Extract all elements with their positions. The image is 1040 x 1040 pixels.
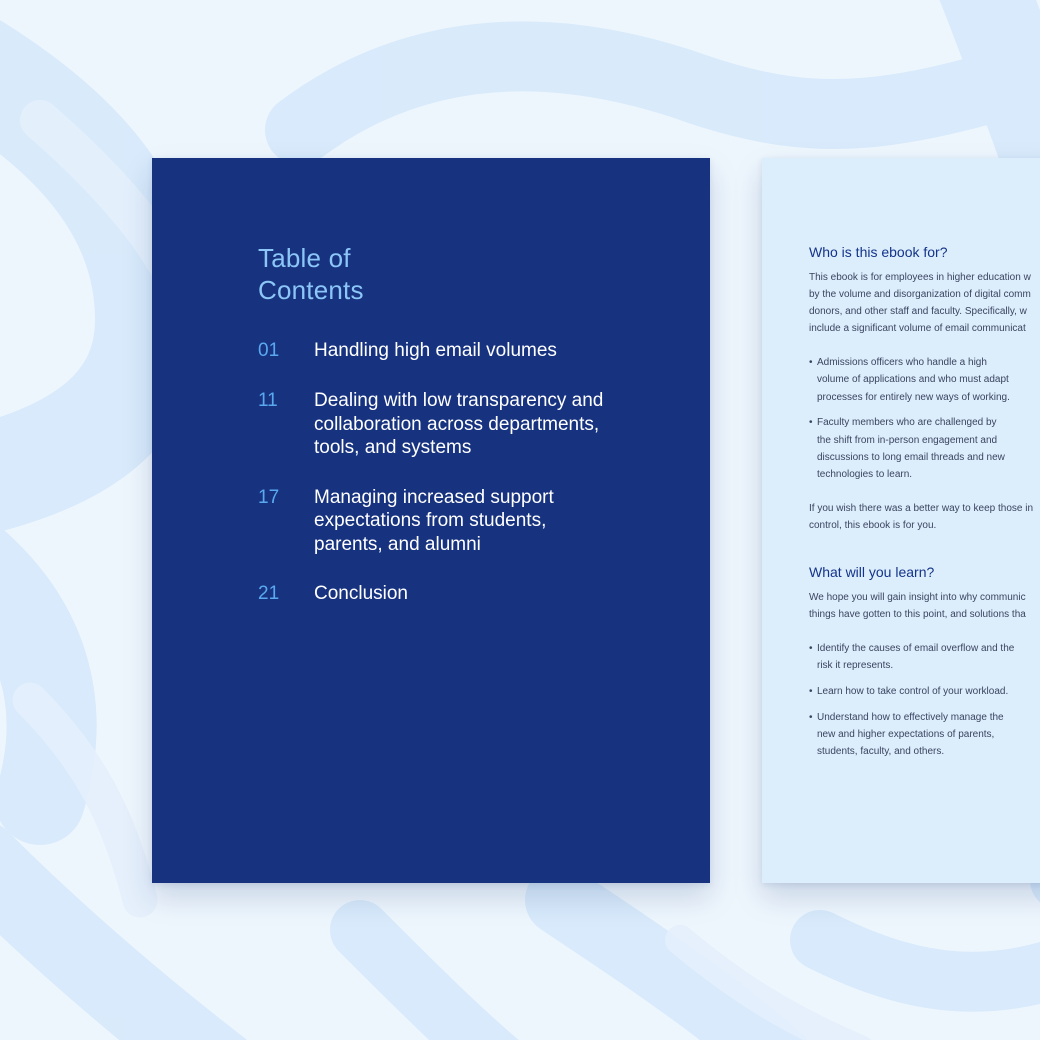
closing-paragraph xyxy=(809,500,1040,534)
toc-item-label-line: collaboration across departments, xyxy=(314,413,600,435)
toc-item-page-number: 21 xyxy=(258,583,280,604)
toc-item-label-line: expectations from students, xyxy=(314,510,547,531)
toc-item-label xyxy=(314,486,554,557)
toc-item[interactable] xyxy=(258,486,658,557)
toc-item-label xyxy=(314,339,557,363)
bullet-line: Identify the causes of email overflow and the xyxy=(817,643,1015,654)
toc-item-label-line: tools, and systems xyxy=(314,437,472,458)
intro-line: donors, and other staff and faculty. Specifically, w xyxy=(809,306,1027,317)
toc-item-label-line: Conclusion xyxy=(314,583,408,604)
bullet-line: Faculty members who are challenged by xyxy=(817,417,997,429)
table-of-contents-page xyxy=(152,158,710,883)
bullet-dot: • xyxy=(809,711,813,723)
learn-paragraph xyxy=(809,589,1040,623)
toc-item-label xyxy=(314,582,408,606)
bullet-text xyxy=(817,414,1005,483)
bullet-line: processes for entirely new ways of working. xyxy=(817,391,1010,403)
bullet-line: Learn how to take control of your workload. xyxy=(817,686,1009,698)
bullet-line: Understand how to effectively manage the xyxy=(817,711,1004,723)
toc-item[interactable] xyxy=(258,389,658,460)
ebook-info-page xyxy=(762,158,1040,883)
who-is-this-for-heading: Who is this ebook for? xyxy=(809,244,948,260)
learn-bullet xyxy=(809,683,1039,700)
bullet-line: technologies to learn. xyxy=(817,469,913,481)
bullet-dot: • xyxy=(809,417,813,429)
intro-paragraph xyxy=(809,269,1040,337)
toc-title xyxy=(258,242,364,306)
toc-item-label-line: Managing increased support xyxy=(314,486,554,508)
toc-title-line-2: Contents xyxy=(258,275,364,305)
bullet-line: the shift from in-person engagement and xyxy=(817,434,998,446)
toc-item-page-number: 11 xyxy=(258,390,278,411)
bullet-dot: • xyxy=(809,357,813,368)
bullet-line: risk it represents. xyxy=(817,660,894,672)
toc-item-label xyxy=(314,389,603,460)
bullet-text xyxy=(817,354,1010,406)
intro-line: This ebook is for employees in higher education w xyxy=(809,272,1031,283)
intro-line: by the volume and disorganization of digital comm xyxy=(809,289,1031,300)
intro-line: include a significant volume of email communicat xyxy=(809,323,1026,334)
toc-item-label-line: Handling high email volumes xyxy=(314,340,557,361)
bullet-line: volume of applications and who must adapt xyxy=(817,374,1009,386)
toc-item[interactable] xyxy=(258,582,658,606)
bullet-line: Admissions officers who handle a high xyxy=(817,357,987,368)
bullet-text xyxy=(817,683,1008,700)
bullet-text xyxy=(817,709,1004,761)
what-will-you-learn-heading: What will you learn? xyxy=(809,564,935,580)
learn-bullet xyxy=(809,640,1039,675)
toc-item[interactable] xyxy=(258,339,658,363)
audience-bullet xyxy=(809,354,1039,406)
learn-line: things have gotten to this point, and solutions tha xyxy=(809,609,1026,620)
toc-item-label-line: Dealing with low transparency and xyxy=(314,390,604,411)
toc-item-page-number: 01 xyxy=(258,340,280,361)
bullet-line: students, faculty, and others. xyxy=(817,746,945,758)
closing-line: If you wish there was a better way to keep those in xyxy=(809,503,1034,514)
bullet-text xyxy=(817,640,1014,675)
audience-bullet-list xyxy=(809,354,1039,492)
toc-item-page-number: 17 xyxy=(258,486,280,508)
toc-list xyxy=(258,339,658,632)
bullet-dot: • xyxy=(809,643,813,654)
closing-line: control, this ebook is for you. xyxy=(809,520,937,531)
learn-bullet-list xyxy=(809,640,1039,769)
audience-bullet xyxy=(809,414,1039,483)
learn-line: We hope you will gain insight into why communic xyxy=(809,592,1026,603)
learn-bullet xyxy=(809,709,1039,761)
bullet-dot: • xyxy=(809,686,813,698)
bullet-line: discussions to long email threads and new xyxy=(817,451,1005,463)
toc-title-line-1: Table of xyxy=(258,243,351,273)
toc-item-label-line: parents, and alumni xyxy=(314,533,481,555)
bullet-line: new and higher expectations of parents, xyxy=(817,729,995,741)
